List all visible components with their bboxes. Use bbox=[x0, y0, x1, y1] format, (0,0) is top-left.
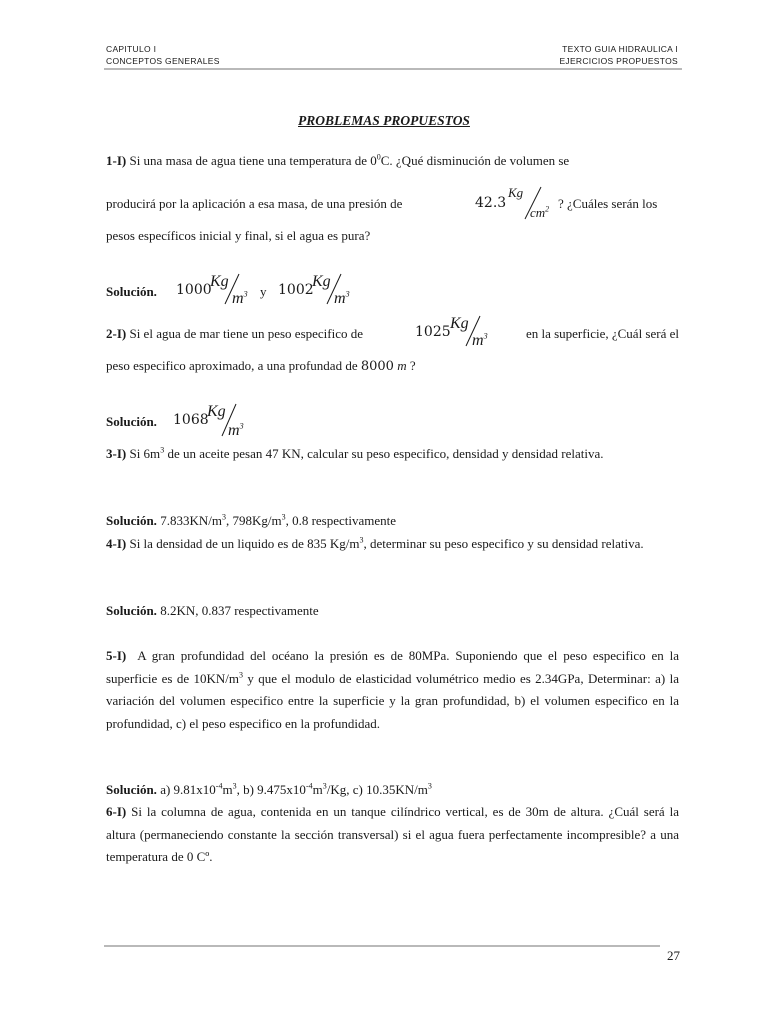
solution-5: Solución. a) $9.81x10^{-4}m^3$, b) $9.475x10^{-4}m^3/Kg$, c) $10.35KN/m^3$ bbox=[106, 781, 432, 797]
chapter-label: CAPITULO I bbox=[106, 44, 157, 54]
problem-6-id: 6-I) bbox=[106, 804, 127, 819]
header-divider bbox=[104, 68, 682, 70]
page-number: 27 bbox=[667, 948, 680, 963]
page-title: PROBLEMAS PROPUESTOS bbox=[298, 113, 470, 128]
problem-1-id: 1-I) bbox=[106, 153, 127, 168]
solution-3: Solución. $7.833KN/m^3$, $798Kg/m^3$, 0.8 respectivamente bbox=[106, 512, 397, 528]
header-left bbox=[106, 43, 220, 67]
problem-1-line-3: pesos específicos inicial y final, si el agua es pura? bbox=[106, 228, 371, 243]
problem-1-pressure: 42.3 Kg $cm^2$ bbox=[475, 183, 565, 223]
problem-6-text: 6-I) Si la columna de agua, contenida en un tanque cilíndrico vertical, es de 30m de altura. ¿Cuál será la altura (permaneciendo constante la sección transversal) si el agua fuera perfectamente incompresible? a una temperatura de 0 Cº. bbox=[106, 804, 679, 864]
problem-4-id: 4-I) bbox=[106, 536, 127, 551]
solution-1-value-2: 1002 Kg $m^3$ bbox=[278, 272, 358, 308]
problem-5-text: 5-I) A gran profundidad del océano la presión es de 80MPa. Suponiendo que el peso especifico en la superficie es de $10KN/m^3$ y que el modulo de elasticidad volumétrico medio es 2.34GPa, Determinar: a) la variación del volumen especifico entre la superficie y la gran profundidad, b) el volumen especifico en la profundidad, c) el peso especifico en la profundidad. bbox=[106, 648, 679, 731]
solution-2-value: 1068 Kg $m^3$ bbox=[173, 402, 253, 440]
problem-2-line-1: 2-I) Si el agua de mar tiene un peso especifico de bbox=[106, 326, 364, 341]
problem-2-density: 1025 Kg $m^3$ bbox=[415, 314, 495, 350]
solution-1-label: Solución. bbox=[106, 284, 157, 299]
problem-2-line-2: peso especifico aproximado, a una profundad de 8000 m ? bbox=[106, 358, 416, 374]
problem-5-id: 5-I) bbox=[106, 648, 127, 663]
solution-4: Solución. 8.2KN, 0.837 respectivamente bbox=[106, 603, 319, 618]
solution-1-join: y bbox=[260, 284, 267, 299]
problem-3-text: 3-I) Si $6m^3$ de un aceite pesan 47 KN, calcular su peso especifico, densidad y densidad relativa. bbox=[106, 445, 604, 461]
problem-1-line-2b: ? ¿Cuáles serán los bbox=[558, 196, 658, 211]
problem-2-line-1b: en la superficie, ¿Cuál será el bbox=[525, 326, 679, 341]
solution-3-label: Solución. bbox=[106, 513, 157, 528]
solution-4-label: Solución. bbox=[106, 603, 157, 618]
footer-divider bbox=[104, 945, 660, 947]
section-title: EJERCICIOS PROPUESTOS bbox=[559, 56, 678, 66]
chapter-title: CONCEPTOS GENERALES bbox=[106, 56, 220, 66]
problem-1-line-1: 1-I) Si una masa de agua tiene una temperatura de $0^0C$. ¿Qué disminución de volumen se bbox=[106, 152, 570, 168]
solution-2-label: Solución. bbox=[106, 414, 157, 429]
problem-1-line-2: producirá por la aplicación a esa masa, de una presión de bbox=[106, 196, 403, 211]
problem-4-text: 4-I) Si la densidad de un liquido es de 835 $Kg/m^3$, determinar su peso especifico y su densidad relativa. bbox=[106, 535, 644, 551]
book-title: TEXTO GUIA HIDRAULICA I bbox=[562, 44, 678, 54]
solution-1-value-1: 1000 Kg $m^3$ bbox=[176, 272, 256, 308]
problem-3-id: 3-I) bbox=[106, 446, 127, 461]
problem-2-id: 2-I) bbox=[106, 326, 127, 341]
header-right bbox=[559, 43, 678, 67]
solution-5-label: Solución. bbox=[106, 782, 157, 797]
